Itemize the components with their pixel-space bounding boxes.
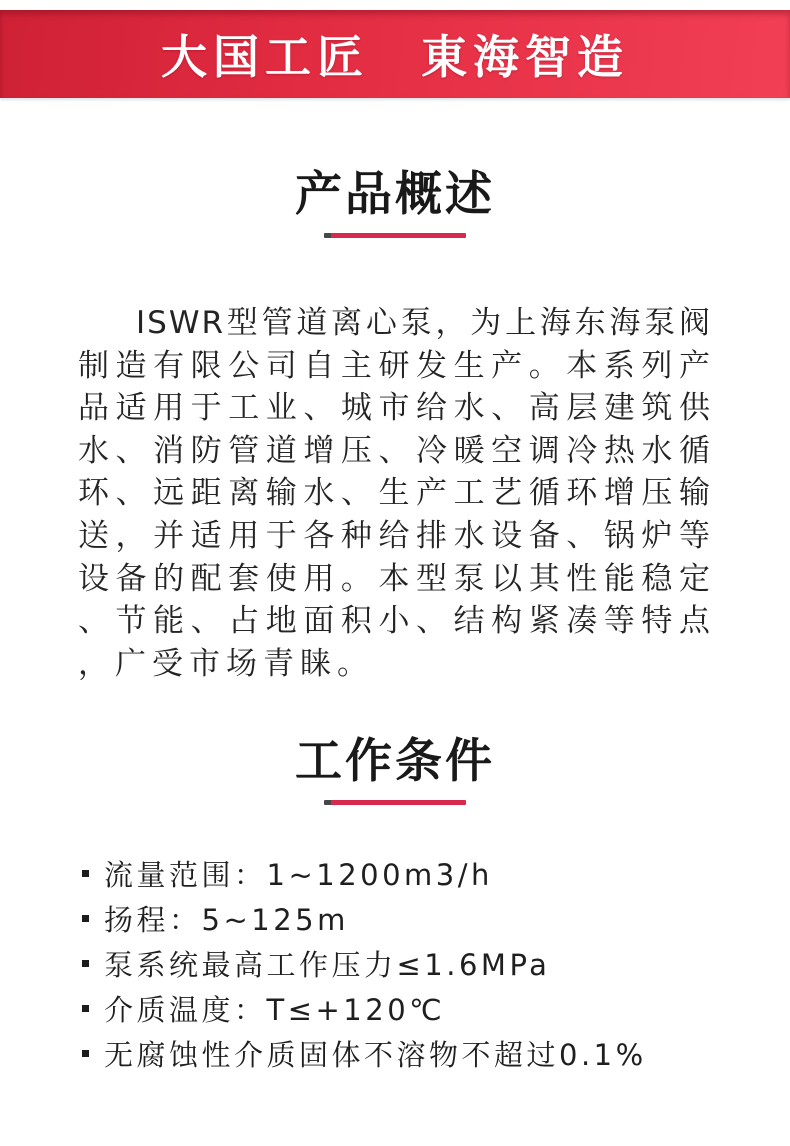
overview-heading-underline [324, 233, 466, 238]
bullet-square-icon [82, 870, 89, 877]
overview-heading: 产品概述 [295, 167, 495, 222]
conditions-heading-underline [324, 800, 466, 805]
bullet-square-icon [82, 915, 89, 922]
condition-text: 无腐蚀性介质固体不溶物不超过0.1% [104, 1038, 647, 1073]
banner-title: 大国工匠 東海智造 [161, 30, 629, 84]
overview-line: 设备的配套使用。本型泵以其性能稳定 [78, 560, 712, 597]
overview-paragraph [78, 302, 712, 685]
overview-heading-block [0, 167, 790, 238]
bullet-square-icon [82, 960, 89, 967]
condition-item [82, 941, 790, 986]
condition-text: 介质温度：T≤+120℃ [104, 993, 446, 1028]
overview-line: 送，并适用于各种给排水设备、锅炉等 [78, 517, 712, 554]
overview-line: ISWR型管道离心泵，为上海东海泵阀 [136, 305, 712, 341]
condition-item [82, 851, 790, 896]
overview-section [0, 167, 790, 685]
conditions-heading: 工作条件 [295, 734, 495, 790]
top-banner [0, 10, 790, 98]
condition-item [82, 1031, 790, 1076]
condition-item [82, 896, 790, 941]
overview-line: 环、远距离输水、生产工艺循环增压输 [78, 475, 712, 512]
condition-item [82, 986, 790, 1031]
condition-text: 流量范围：1~1200m3/h [104, 858, 493, 893]
overview-line: ，广受市场青睐。 [78, 645, 374, 682]
condition-text: 扬程：5~125m [104, 903, 349, 938]
condition-text: 泵系统最高工作压力≤1.6MPa [104, 948, 551, 983]
conditions-heading-block [0, 734, 790, 805]
bullet-square-icon [82, 1050, 89, 1057]
overview-line: 水、消防管道增压、冷暖空调冷热水循 [78, 432, 712, 469]
overview-line: 品适用于工业、城市给水、高层建筑供 [78, 390, 712, 427]
overview-line: 、节能、占地面积小、结构紧凑等特点 [78, 603, 712, 640]
bullet-square-icon [82, 1005, 89, 1012]
overview-line: 制造有限公司自主研发生产。本系列产 [78, 347, 712, 384]
conditions-section [0, 734, 790, 1076]
conditions-list [82, 851, 790, 1076]
